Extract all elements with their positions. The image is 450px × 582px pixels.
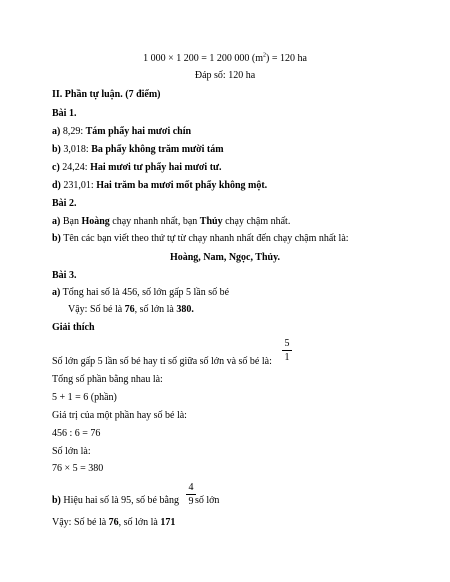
bai3-title: Bài 3. xyxy=(52,270,77,281)
fraction-numerator: 5 xyxy=(284,338,290,349)
fraction-numerator: 4 xyxy=(188,482,194,493)
explain-line: Giá trị của một phần hay số bé là: xyxy=(52,410,187,421)
explain-line: Tổng số phần bằng nhau là: xyxy=(52,374,163,385)
fraction-denominator: 1 xyxy=(284,352,290,363)
bai1-item-d: d) 231,01: Hai trăm ba mươi mốt phẩy không một. xyxy=(52,180,268,191)
bai3-item-a: a) Tổng hai số là 456, số lớn gấp 5 lần số bé xyxy=(52,287,230,298)
bai2-item-b: b) Tên các bạn viết theo thứ tự từ chạy nhanh nhất đến chạy chậm nhất là: xyxy=(52,233,349,244)
fraction-denominator: 9 xyxy=(188,496,194,507)
explain-line: 456 : 6 = 76 xyxy=(52,428,101,439)
fraction-bar xyxy=(282,350,292,351)
area-answer: Đáp số: 120 ha xyxy=(194,70,256,81)
bai1-item-b: b) 3,018: Ba phẩy không trăm mười tám xyxy=(52,144,224,155)
explain-line: 76 × 5 = 380 xyxy=(52,463,104,474)
bai3-a-answer: Vậy: Số bé là 76, số lớn là 380. xyxy=(68,304,194,315)
explain-title: Giải thích xyxy=(52,322,95,333)
fraction-bar xyxy=(186,494,196,495)
bai3-item-b: b) Hiệu hai số là 95, số bé bằng số lớn xyxy=(52,495,220,506)
bai1-item-c: c) 24,24: Hai mươi tư phẩy hai mươi tư. xyxy=(52,162,222,173)
area-calculation: 1 000 × 1 200 = 1 200 000 $(m^2) = 120$ ha xyxy=(143,52,307,64)
ratio-line: Số lớn gấp 5 lần số bé hay tỉ số giữa số lớn và số bé là: xyxy=(52,356,272,367)
section-title: II. Phần tự luận. (7 điểm) xyxy=(52,89,161,100)
bai2-order: Hoàng, Nam, Ngọc, Thủy. xyxy=(169,252,281,263)
bai1-title: Bài 1. xyxy=(52,108,77,119)
ratio-fraction xyxy=(282,338,292,363)
explain-line: 5 + 1 = 6 (phần) xyxy=(52,392,117,403)
bai3-b-answer: Vậy: Số bé là 76, số lớn là 171 xyxy=(52,517,176,528)
bai2-title: Bài 2. xyxy=(52,198,77,209)
bai2-item-a: a) Bạn Hoàng chạy nhanh nhất, bạn Thủy chạy chậm nhất. xyxy=(52,216,291,227)
bai1-item-a: a) 8,29: Tám phẩy hai mươi chín xyxy=(52,126,192,137)
explain-line: Số lớn là: xyxy=(52,446,91,457)
difference-fraction xyxy=(186,482,196,507)
